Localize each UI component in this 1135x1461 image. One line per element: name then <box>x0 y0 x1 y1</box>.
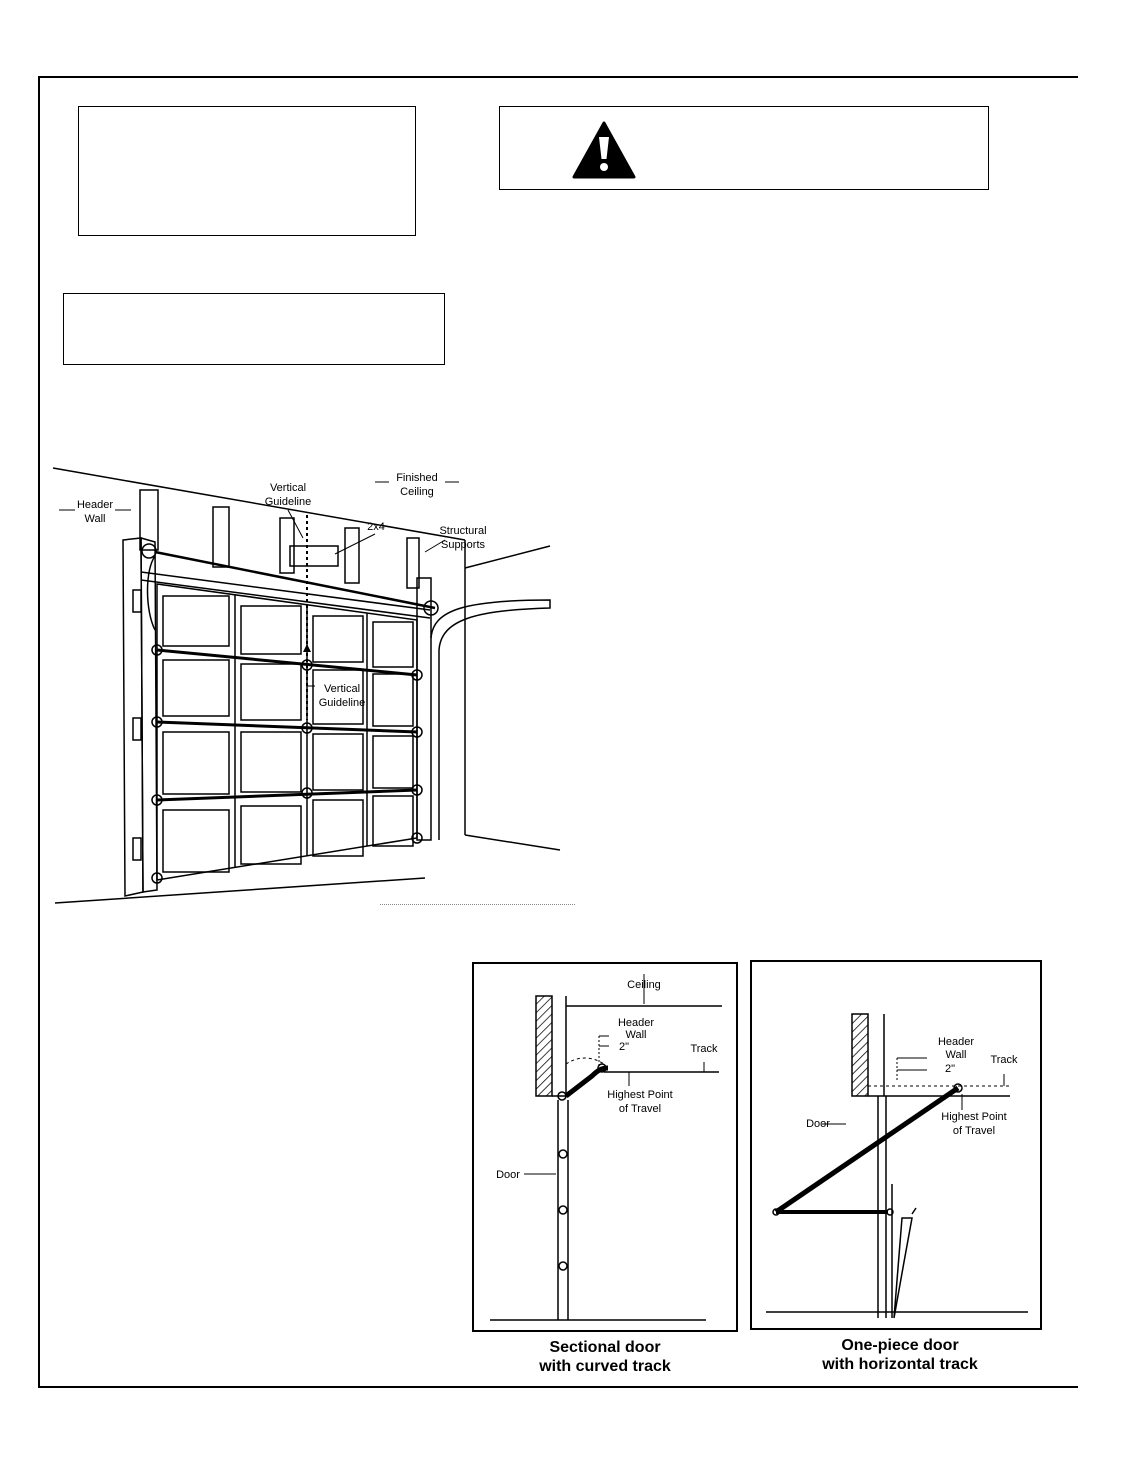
onepiece-door-panel <box>750 960 1042 1330</box>
notice-box-middle-left <box>63 293 445 365</box>
label-header-wall: Header <box>76 499 114 511</box>
onepiece-label-gap: 2" <box>944 1063 956 1075</box>
label-structural-supports: Structural <box>439 525 487 537</box>
label-finished-ceiling: Finished <box>396 472 438 484</box>
onepiece-door-caption <box>750 1336 1050 1374</box>
sectional-door-panel <box>472 962 738 1332</box>
onepiece-caption-line1: One-piece door <box>841 1337 959 1354</box>
onepiece-label-track: Track <box>990 1054 1018 1066</box>
onepiece-label-door: Door <box>806 1118 830 1130</box>
label-vertical-guideline-mid-2: Guideline <box>318 697 366 709</box>
label-finished-ceiling-2: Ceiling <box>400 486 434 498</box>
onepiece-label-highest: Highest Point <box>941 1111 1007 1123</box>
sectional-label-track: Track <box>690 1043 718 1055</box>
sectional-caption-line2: with curved track <box>539 1358 671 1375</box>
sectional-label-header: Header <box>617 1017 655 1029</box>
warning-box <box>499 106 989 190</box>
sectional-caption-line1: Sectional door <box>549 1339 661 1356</box>
onepiece-door-diagram <box>752 962 1040 1328</box>
page-frame-bottom <box>38 1386 1078 1388</box>
sectional-door-diagram <box>474 964 736 1330</box>
warning-triangle-icon <box>572 121 636 179</box>
sectional-label-gap: 2" <box>618 1041 630 1053</box>
sectional-label-ceiling: Ceiling <box>627 979 661 991</box>
notice-box-top-left <box>78 106 416 236</box>
onepiece-label-header-2: Wall <box>945 1049 967 1061</box>
sectional-door-caption <box>472 1338 738 1376</box>
page-frame-top <box>38 76 1078 78</box>
onepiece-label-header: Header <box>937 1036 975 1048</box>
sectional-label-highest-2: of Travel <box>618 1103 662 1115</box>
label-vertical-guideline-top: Vertical <box>269 482 307 494</box>
label-structural-supports-2: Supports <box>440 539 486 551</box>
figure-baseline <box>380 904 575 905</box>
sectional-label-highest: Highest Point <box>607 1089 673 1101</box>
label-two-by-four: 2x4 <box>367 521 385 533</box>
sectional-label-header-2: Wall <box>625 1029 647 1041</box>
onepiece-label-highest-2: of Travel <box>952 1125 996 1137</box>
onepiece-caption-line2: with horizontal track <box>822 1356 978 1373</box>
label-header-wall-2: Wall <box>84 513 106 525</box>
label-vertical-guideline-mid: Vertical <box>323 683 361 695</box>
sectional-label-door: Door <box>496 1169 520 1181</box>
page-frame-left <box>38 76 40 1388</box>
label-vertical-guideline-top-2: Guideline <box>264 496 312 508</box>
garage-door-illustration <box>45 460 585 910</box>
